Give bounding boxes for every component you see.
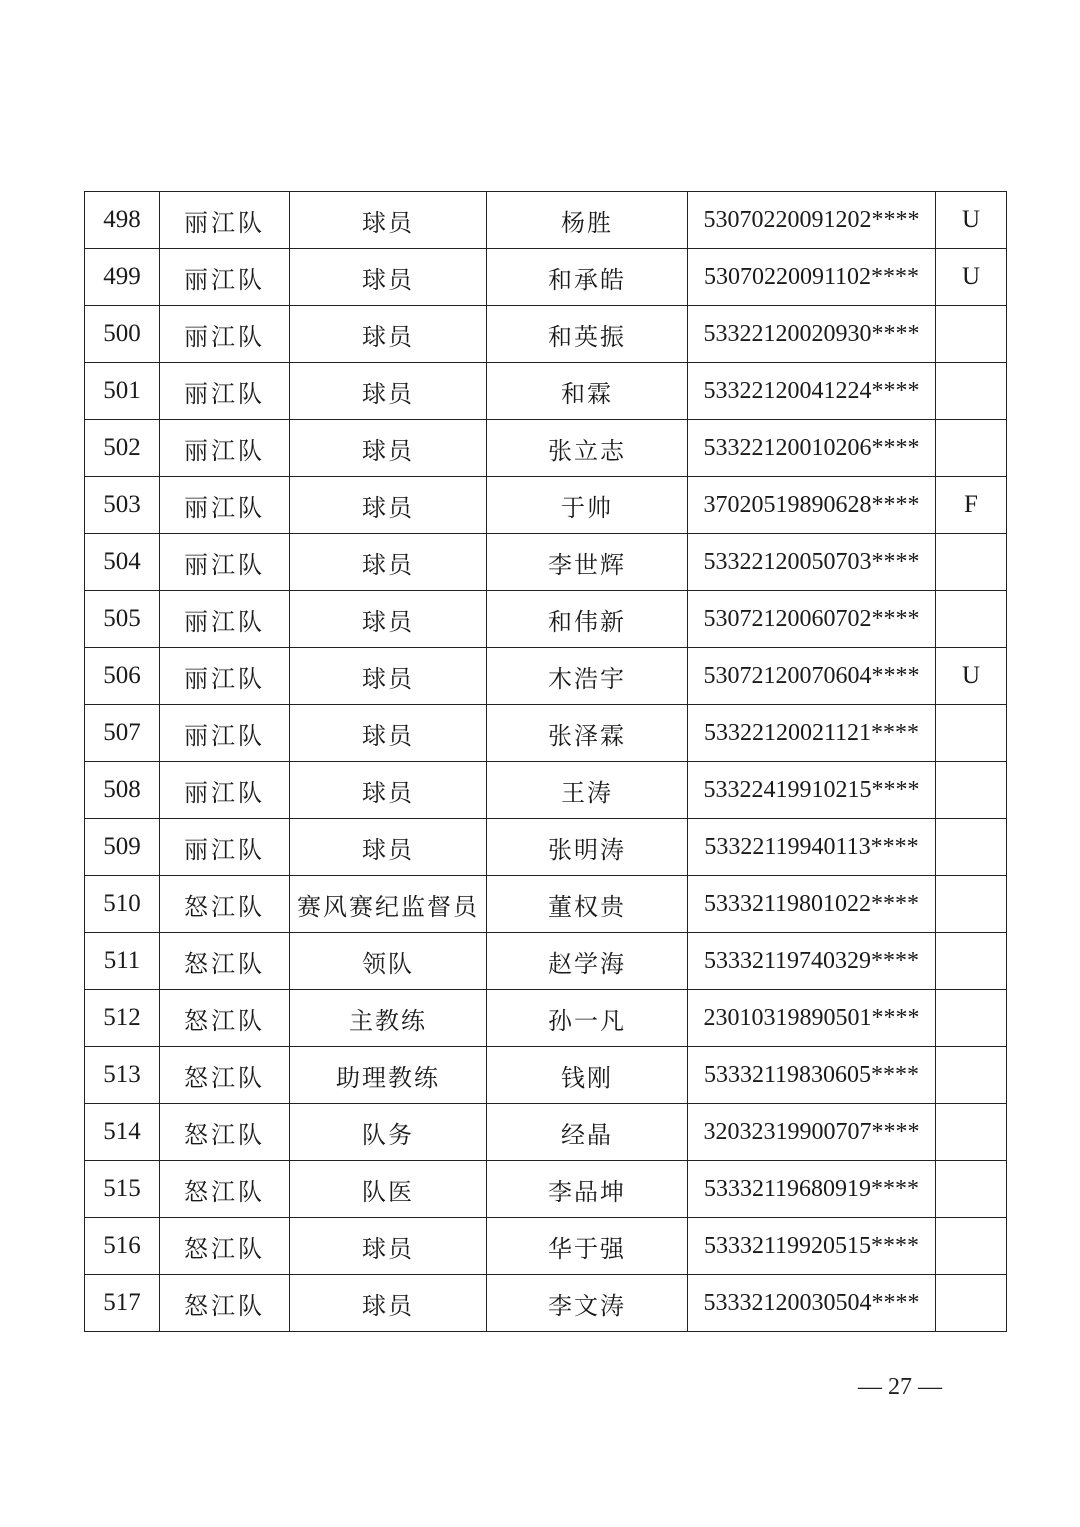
mark-cell bbox=[936, 306, 1007, 363]
row-number: 502 bbox=[85, 420, 160, 477]
row-number: 499 bbox=[85, 249, 160, 306]
table-row bbox=[85, 534, 1007, 591]
team-cell: 丽江队 bbox=[160, 477, 290, 534]
name-cell: 王涛 bbox=[487, 762, 688, 819]
table-row bbox=[85, 1047, 1007, 1104]
role-cell: 球员 bbox=[290, 192, 487, 249]
row-number: 507 bbox=[85, 705, 160, 762]
id-number-cell: 53322120010206**** bbox=[688, 420, 936, 477]
mark-cell bbox=[936, 762, 1007, 819]
mark-cell bbox=[936, 1218, 1007, 1275]
role-cell: 球员 bbox=[290, 534, 487, 591]
table-row bbox=[85, 1275, 1007, 1332]
table-row bbox=[85, 591, 1007, 648]
team-cell: 怒江队 bbox=[160, 1047, 290, 1104]
name-cell: 和英振 bbox=[487, 306, 688, 363]
role-cell: 球员 bbox=[290, 591, 487, 648]
name-cell: 和承皓 bbox=[487, 249, 688, 306]
id-number-cell: 53322120020930**** bbox=[688, 306, 936, 363]
table-row bbox=[85, 477, 1007, 534]
row-number: 501 bbox=[85, 363, 160, 420]
id-number-cell: 53322120041224**** bbox=[688, 363, 936, 420]
mark-cell bbox=[936, 534, 1007, 591]
name-cell: 张立志 bbox=[487, 420, 688, 477]
name-cell: 和霖 bbox=[487, 363, 688, 420]
name-cell: 赵学海 bbox=[487, 933, 688, 990]
team-cell: 丽江队 bbox=[160, 363, 290, 420]
team-cell: 丽江队 bbox=[160, 249, 290, 306]
role-cell: 球员 bbox=[290, 1275, 487, 1332]
table-row bbox=[85, 990, 1007, 1047]
id-number-cell: 37020519890628**** bbox=[688, 477, 936, 534]
row-number: 512 bbox=[85, 990, 160, 1047]
id-number-cell: 53070220091102**** bbox=[688, 249, 936, 306]
team-cell: 怒江队 bbox=[160, 933, 290, 990]
mark-cell: U bbox=[936, 648, 1007, 705]
team-cell: 丽江队 bbox=[160, 648, 290, 705]
row-number: 511 bbox=[85, 933, 160, 990]
team-cell: 丽江队 bbox=[160, 705, 290, 762]
mark-cell bbox=[936, 591, 1007, 648]
name-cell: 杨胜 bbox=[487, 192, 688, 249]
row-number: 515 bbox=[85, 1161, 160, 1218]
id-number-cell: 23010319890501**** bbox=[688, 990, 936, 1047]
team-cell: 怒江队 bbox=[160, 990, 290, 1047]
row-number: 500 bbox=[85, 306, 160, 363]
table-row bbox=[85, 705, 1007, 762]
row-number: 508 bbox=[85, 762, 160, 819]
id-number-cell: 53332119920515**** bbox=[688, 1218, 936, 1275]
row-number: 506 bbox=[85, 648, 160, 705]
role-cell: 球员 bbox=[290, 1218, 487, 1275]
row-number: 514 bbox=[85, 1104, 160, 1161]
team-cell: 丽江队 bbox=[160, 534, 290, 591]
role-cell: 队务 bbox=[290, 1104, 487, 1161]
table-row bbox=[85, 1104, 1007, 1161]
team-cell: 丽江队 bbox=[160, 762, 290, 819]
role-cell: 球员 bbox=[290, 819, 487, 876]
team-cell: 怒江队 bbox=[160, 1161, 290, 1218]
mark-cell bbox=[936, 819, 1007, 876]
name-cell: 华于强 bbox=[487, 1218, 688, 1275]
mark-cell bbox=[936, 1104, 1007, 1161]
table-row bbox=[85, 933, 1007, 990]
role-cell: 主教练 bbox=[290, 990, 487, 1047]
team-cell: 丽江队 bbox=[160, 591, 290, 648]
id-number-cell: 53322119940113**** bbox=[688, 819, 936, 876]
roster-table bbox=[84, 191, 1007, 1332]
name-cell: 经晶 bbox=[487, 1104, 688, 1161]
role-cell: 赛风赛纪监督员 bbox=[290, 876, 487, 933]
mark-cell: U bbox=[936, 249, 1007, 306]
mark-cell bbox=[936, 990, 1007, 1047]
team-cell: 怒江队 bbox=[160, 1104, 290, 1161]
name-cell: 钱刚 bbox=[487, 1047, 688, 1104]
row-number: 516 bbox=[85, 1218, 160, 1275]
role-cell: 球员 bbox=[290, 249, 487, 306]
mark-cell bbox=[936, 1275, 1007, 1332]
table-row bbox=[85, 249, 1007, 306]
id-number-cell: 53322120021121**** bbox=[688, 705, 936, 762]
page-number: — 27 — bbox=[858, 1374, 942, 1400]
name-cell: 张明涛 bbox=[487, 819, 688, 876]
id-number-cell: 53072120060702**** bbox=[688, 591, 936, 648]
role-cell: 球员 bbox=[290, 648, 487, 705]
id-number-cell: 53070220091202**** bbox=[688, 192, 936, 249]
table-row bbox=[85, 192, 1007, 249]
role-cell: 球员 bbox=[290, 420, 487, 477]
table-row bbox=[85, 1218, 1007, 1275]
team-cell: 丽江队 bbox=[160, 819, 290, 876]
role-cell: 领队 bbox=[290, 933, 487, 990]
id-number-cell: 53332119801022**** bbox=[688, 876, 936, 933]
id-number-cell: 53332120030504**** bbox=[688, 1275, 936, 1332]
id-number-cell: 53332119830605**** bbox=[688, 1047, 936, 1104]
role-cell: 球员 bbox=[290, 477, 487, 534]
mark-cell bbox=[936, 420, 1007, 477]
id-number-cell: 53332119680919**** bbox=[688, 1161, 936, 1218]
row-number: 517 bbox=[85, 1275, 160, 1332]
role-cell: 助理教练 bbox=[290, 1047, 487, 1104]
mark-cell: U bbox=[936, 192, 1007, 249]
table-row bbox=[85, 876, 1007, 933]
mark-cell bbox=[936, 876, 1007, 933]
table-row bbox=[85, 306, 1007, 363]
team-cell: 怒江队 bbox=[160, 1275, 290, 1332]
mark-cell bbox=[936, 1161, 1007, 1218]
row-number: 503 bbox=[85, 477, 160, 534]
row-number: 510 bbox=[85, 876, 160, 933]
name-cell: 李世辉 bbox=[487, 534, 688, 591]
row-number: 509 bbox=[85, 819, 160, 876]
row-number: 498 bbox=[85, 192, 160, 249]
role-cell: 队医 bbox=[290, 1161, 487, 1218]
team-cell: 怒江队 bbox=[160, 876, 290, 933]
role-cell: 球员 bbox=[290, 363, 487, 420]
id-number-cell: 53322419910215**** bbox=[688, 762, 936, 819]
id-number-cell: 32032319900707**** bbox=[688, 1104, 936, 1161]
name-cell: 张泽霖 bbox=[487, 705, 688, 762]
table-row bbox=[85, 363, 1007, 420]
name-cell: 于帅 bbox=[487, 477, 688, 534]
table-row bbox=[85, 762, 1007, 819]
mark-cell bbox=[936, 705, 1007, 762]
table-row bbox=[85, 420, 1007, 477]
id-number-cell: 53072120070604**** bbox=[688, 648, 936, 705]
name-cell: 木浩宇 bbox=[487, 648, 688, 705]
name-cell: 和伟新 bbox=[487, 591, 688, 648]
table-row bbox=[85, 819, 1007, 876]
name-cell: 李品坤 bbox=[487, 1161, 688, 1218]
id-number-cell: 53332119740329**** bbox=[688, 933, 936, 990]
mark-cell bbox=[936, 933, 1007, 990]
role-cell: 球员 bbox=[290, 705, 487, 762]
name-cell: 孙一凡 bbox=[487, 990, 688, 1047]
team-cell: 丽江队 bbox=[160, 306, 290, 363]
mark-cell bbox=[936, 363, 1007, 420]
mark-cell: F bbox=[936, 477, 1007, 534]
id-number-cell: 53322120050703**** bbox=[688, 534, 936, 591]
row-number: 513 bbox=[85, 1047, 160, 1104]
role-cell: 球员 bbox=[290, 762, 487, 819]
team-cell: 怒江队 bbox=[160, 1218, 290, 1275]
role-cell: 球员 bbox=[290, 306, 487, 363]
table-row bbox=[85, 1161, 1007, 1218]
name-cell: 董权贵 bbox=[487, 876, 688, 933]
roster-table-body bbox=[85, 192, 1007, 1332]
mark-cell bbox=[936, 1047, 1007, 1104]
row-number: 505 bbox=[85, 591, 160, 648]
row-number: 504 bbox=[85, 534, 160, 591]
team-cell: 丽江队 bbox=[160, 192, 290, 249]
table-row bbox=[85, 648, 1007, 705]
name-cell: 李文涛 bbox=[487, 1275, 688, 1332]
team-cell: 丽江队 bbox=[160, 420, 290, 477]
